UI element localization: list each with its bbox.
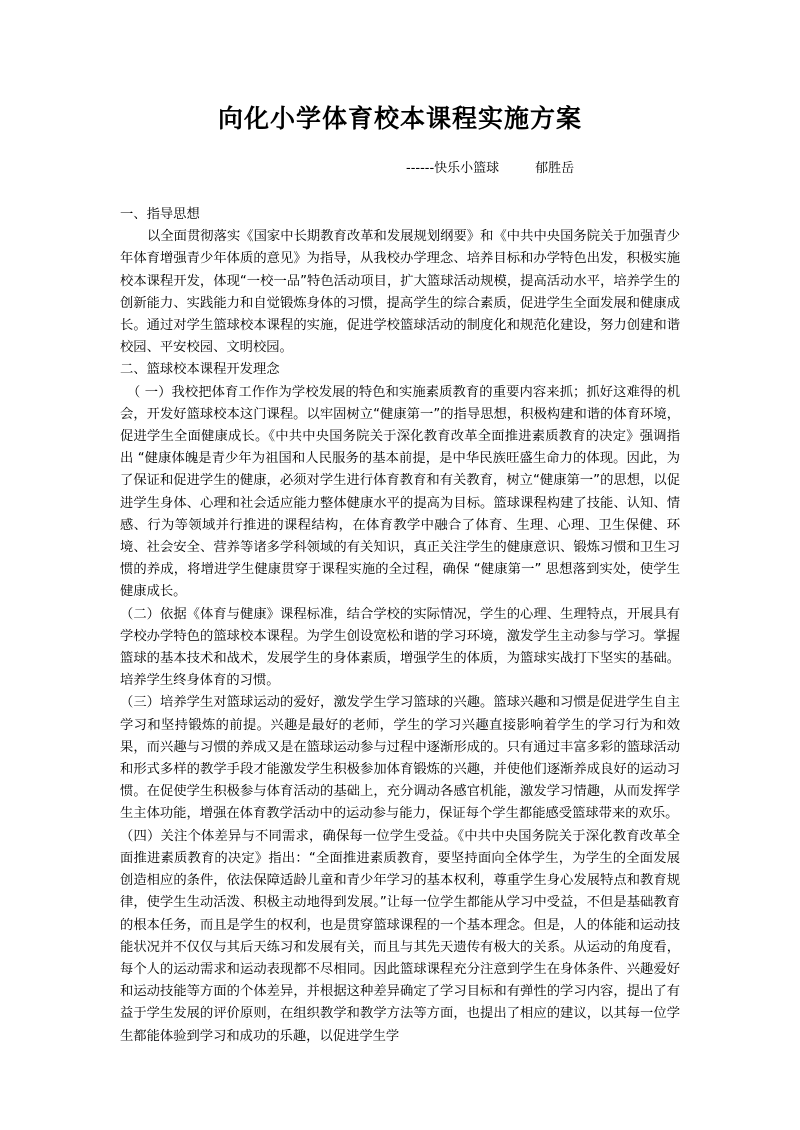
document-author: 郁胜岳 xyxy=(535,161,575,176)
paragraph-concept-4: （四）关注个体差异与不同需求，确保每一位学生受益。《中共中央国务院关于深化教育改革全面推进素质教育的决定》指出：“全面推进素质教育，要坚持面向全体学生，为学生的全面发展创造相应的条件，依法保障适龄儿童和青少年学习的基本权利，尊重学生身心发展特点和教育规律，使学生生动活泼、积极主动地得到发展。”让每一位学生都能从学习中受益，不但是基础教育的根本任务，而且是学生的权利，也是贯穿篮球课程的一个基本理念。但是，人的体能和运动技能状况并不仅仅与其后天练习和发展有关，而且与其先天遗传有极大的关系。从运动的角度看，每个人的运动需求和运动表现都不尽相同。因此篮球课程充分注意到学生在身体条件、兴趣爱好和运动技能等方面的个体差异，并根据这种差异确定了学习目标和有弹性的学习内容，提出了有益于学生发展的评价原则，在组织教学和教学方法等方面，也提出了相应的建议，以其每一位学生都能体验到学习和成功的乐趣，以促进学生学 xyxy=(120,828,680,1044)
document-body xyxy=(120,204,680,1048)
section-heading-guiding-ideology: 一、指导思想 xyxy=(120,207,200,222)
section-heading-development-concept: 二、篮球校本课程开发理念 xyxy=(120,362,280,378)
byline xyxy=(406,159,574,179)
paragraph-concept-3: （三）培养学生对篮球运动的爱好，激发学生学习篮球的兴趣。篮球兴趣和习惯是促进学生自主学习和坚持锻炼的前提。兴趣是最好的老师，学生的学习兴趣直接影响着学生的学习行为和效果，而兴趣与习惯的养成又是在篮球运动参与过程中逐渐形成的。只有通过丰富多彩的篮球活动和形式多样的教学手段才能激发学生积极参加体育锻炼的兴趣，并使他们逐渐养成良好的运动习惯。在促使学生积极参与体育活动的基础上，充分调动各感官机能，激发学习情趣，从而发挥学生主体功能，增强在体育教学活动中的运动参与能力，保证每个学生都能感受篮球带来的欢乐。 xyxy=(120,695,680,822)
paragraph-guiding-ideology: 以全面贯彻落实《国家中长期教育改革和发展规划纲要》和《中共中央国务院关于加强青少年体育增强青少年体质的意见》为指导，从我校办学理念、培养目标和办学特色出发，积极实施校本课程开发，体现“一校一品”特色活动项目，扩大篮球活动规模，提高活动水平，培养学生的创新能力、实践能力和自觉锻炼身体的习惯，提高学生的综合素质，促进学生全面发展和健康成长。通过对学生篮球校本课程的实施，促进学校篮球活动的制度化和规范化建设，努力创建和谐校园、平安校园、文明校园。 xyxy=(120,229,680,356)
document-title: 向化小学体育校本课程实施方案 xyxy=(217,104,582,133)
paragraph-concept-2: （二）依据《体育与健康》课程标准，结合学校的实际情况，学生的心理、生理特点，开展具有学校办学特色的篮球校本课程。为学生创设宽松和谐的学习环境，激发学生主动参与学习。掌握篮球的基本技术和战术，发展学生的身体素质，增强学生的体质，为篮球实战打下坚实的基础。培养学生终身体育的习惯。 xyxy=(120,606,680,689)
document-subtitle: ------快乐小篮球 xyxy=(406,161,500,176)
paragraph-concept-1: （ 一）我校把体育工作作为学校发展的特色和实施素质教育的重要内容来抓；抓好这难得的机会，开发好篮球校本这门课程。以牢固树立“健康第一”的指导思想，积极构建和谐的体育环境，促进学生全面健康成长。《中共中央国务院关于深化教育改革全面推进素质教育的决定》强调指出 “健康体魄是青少年为祖国和人民服务的基本前提，是中华民族旺盛生命力的体现。因此，为了保证和促进学生的健康，必须对学生进行体育教育和有关教育，树立“健康第一”的思想，以促进学生身体、心理和社会适应能力整体健康水平的提高为目标。篮球课程构建了技能、认知、情感、行为等领域并行推进的课程结构，在体育教学中融合了体育、生理、心理、卫生保健、环境、社会安全、营养等诸多学科领域的有关知识，真正关注学生的健康意识、锻炼习惯和卫生习惯的养成，将增进学生健康贯穿于课程实施的全过程，确保 “健康第一” 思想落到实处，使学生健康成长。 xyxy=(120,384,680,600)
